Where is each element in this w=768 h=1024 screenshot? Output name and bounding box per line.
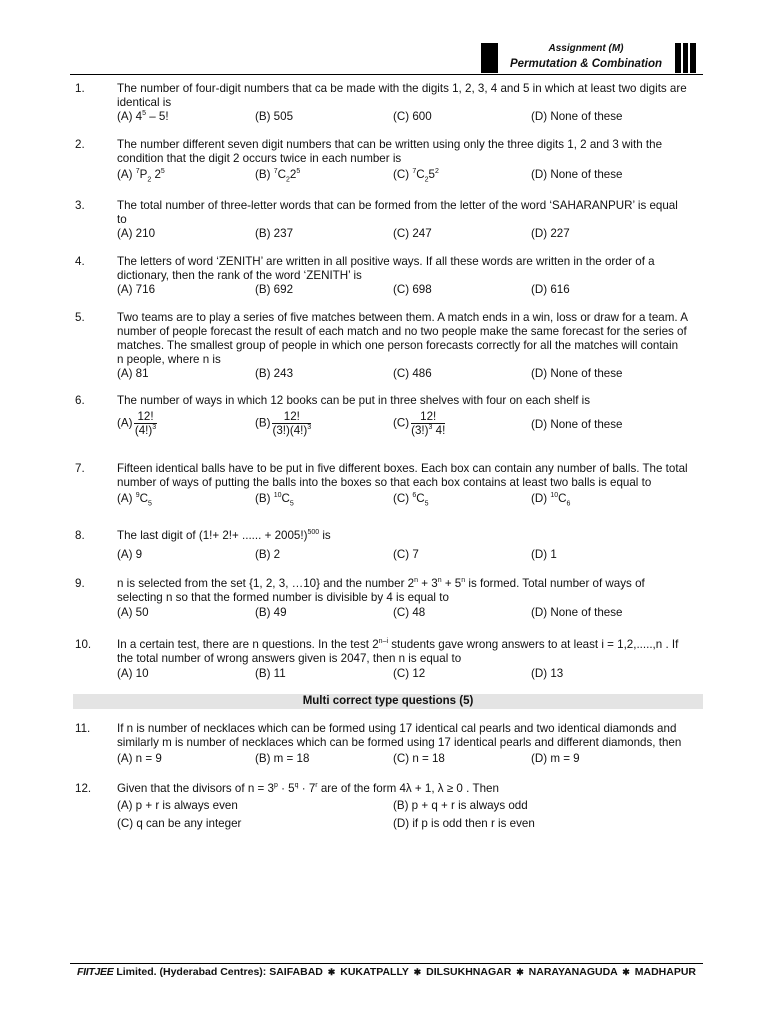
option-c: (C) $^7C_25^2$ xyxy=(393,168,439,184)
options-row-2 xyxy=(117,817,707,831)
question-text: Given that the divisors of $n = 3^p \cdot 5^q \cdot 7^r$ are of the form 4λ + 1, λ ≥ 0 . Then xyxy=(117,782,499,795)
option-a: (A) p + r is always even xyxy=(117,799,238,812)
question-text: The last digit of (1!+ 2!+ ...... + 2005!)$^{500}$ is xyxy=(117,529,331,542)
options xyxy=(117,283,707,297)
question-text: The total number of three-letter words that can be formed from the letter of the word ‘SAHARANPUR’ is equal to xyxy=(117,199,678,226)
options xyxy=(117,548,707,562)
centre-saifabad: SAIFABAD xyxy=(269,966,323,978)
centre-madhapur: MADHAPUR xyxy=(634,966,696,978)
option-d: (D) None of these xyxy=(531,110,623,123)
question-number: 12. xyxy=(75,782,92,795)
question-text: Two teams are to play a series of five matches between them. A match ends in a win, loss or draw for a team. A number of people forecast the result of each match and no two people make the same forecast for the series of matches. The smallest group of people in which one person forecasts correctly for all the matches will contain n people, where n is xyxy=(117,311,688,366)
option-d: (D) None of these xyxy=(531,418,623,431)
option-a: (A) 9 xyxy=(117,548,143,561)
option-c: (C) $^6C_5$ xyxy=(393,492,429,508)
question-number: 7. xyxy=(75,462,85,475)
option-b: (B) 243 xyxy=(255,367,294,380)
footer-rule xyxy=(70,963,703,964)
star-separator-icon: ✱ xyxy=(622,967,630,977)
option-d: (D) 13 xyxy=(531,667,564,680)
question-text: If n is number of necklaces which can be formed using 17 identical cal pearls and two identical diamonds and similarly m is number of necklaces which can be formed using 17 identical pearls and different diamonds, then xyxy=(117,722,682,749)
option-a: (A) $^9C_5$ xyxy=(117,492,152,508)
options xyxy=(117,667,707,681)
option-b: (B) 505 xyxy=(255,110,294,123)
question-number: 9. xyxy=(75,577,85,590)
star-separator-icon: ✱ xyxy=(327,967,336,977)
question-number: 1. xyxy=(75,82,85,95)
option-c: (C) 12 xyxy=(393,667,426,680)
option-a: (A) 81 xyxy=(117,367,149,380)
question-text: The number of four-digit numbers that ca be made with the digits 1, 2, 3, 4 and 5 in which at least two digits are identical is xyxy=(117,82,687,109)
option-c: (C) n = 18 xyxy=(393,752,445,765)
question-text: The number different seven digit numbers that can be written using only the three digits 1, 2 and 3 with the condition that the digit 2 occurs twice in each number is xyxy=(117,138,663,165)
option-c: (C) $\frac{12!}{(3!)^3 4!}$ xyxy=(393,410,446,437)
question-number: 10. xyxy=(75,638,92,651)
header-black-block-right xyxy=(675,43,696,73)
option-d: (D) None of these xyxy=(531,606,623,619)
question-number: 4. xyxy=(75,255,85,268)
options xyxy=(117,110,707,124)
options xyxy=(117,606,707,620)
option-d: (D) 616 xyxy=(531,283,570,296)
option-b: (B) $^7C_22^5$ xyxy=(255,168,301,184)
header-black-block-left xyxy=(481,43,498,73)
question-number: 6. xyxy=(75,394,85,407)
option-b: (B) p + q + r is always odd xyxy=(393,799,528,812)
section-heading: Multi correct type questions (5) xyxy=(73,694,703,709)
option-b: (B) 2 xyxy=(255,548,281,561)
option-b: (B) 237 xyxy=(255,227,294,240)
options xyxy=(117,227,707,241)
option-a: (A) $\frac{12!}{(4!)^3}$ xyxy=(117,410,157,437)
option-c: (C) 600 xyxy=(393,110,432,123)
star-separator-icon: ✱ xyxy=(413,967,422,977)
question-text: n is selected from the set {1, 2, 3, …10} and the number $2^n + 3^n + 5^n$ is formed. Total number of ways of selecting n so that the formed number is divisible by 4 is equal to xyxy=(117,577,645,604)
option-b: (B) $^{10}C_5$ xyxy=(255,492,294,508)
option-b: (B) m = 18 xyxy=(255,752,310,765)
question-number: 2. xyxy=(75,138,85,151)
options xyxy=(117,168,707,182)
centre-narayanaguda: NARAYANAGUDA xyxy=(528,966,618,978)
footer-text: Limited. (Hyderabad Centres): xyxy=(113,966,270,978)
assignment-title: Assignment (M) xyxy=(548,43,624,54)
option-a: (A) 210 xyxy=(117,227,156,240)
option-c: (C) 698 xyxy=(393,283,432,296)
option-b: (B) 49 xyxy=(255,606,287,619)
option-c: (C) 48 xyxy=(393,606,426,619)
option-a: (A) 716 xyxy=(117,283,156,296)
option-b: (B) $\frac{12!}{(3!)(4!)^3}$ xyxy=(255,410,312,437)
option-d: (D) None of these xyxy=(531,168,623,181)
question-number: 11. xyxy=(75,722,91,735)
question-number: 8. xyxy=(75,529,85,542)
options-row-1 xyxy=(117,799,707,813)
option-c: (C) 7 xyxy=(393,548,419,561)
option-d: (D) $^{10}C_6$ xyxy=(531,492,571,508)
footer xyxy=(70,966,703,979)
question-number: 3. xyxy=(75,199,85,212)
centre-dilsukhnagar: DILSUKHNAGAR xyxy=(426,966,512,978)
option-b: (B) 11 xyxy=(255,667,286,680)
question-number: 5. xyxy=(75,311,85,324)
option-d: (D) m = 9 xyxy=(531,752,580,765)
option-a: (A) 50 xyxy=(117,606,149,619)
question-text: The number of ways in which 12 books can be put in three shelves with four on each shelf is xyxy=(117,394,591,407)
option-a: (A) n = 9 xyxy=(117,752,162,765)
question-text: The letters of word ‘ZENITH’ are written in all positive ways. If all these words are written in the order of a dictionary, then the rank of the word ‘ZENITH’ is xyxy=(117,255,655,282)
options xyxy=(117,492,707,506)
option-c: (C) 247 xyxy=(393,227,432,240)
star-separator-icon: ✱ xyxy=(516,967,524,977)
option-a: (A) $^7P_2$ $2^5$ xyxy=(117,168,165,184)
option-c: (C) 486 xyxy=(393,367,432,380)
option-d: (D) None of these xyxy=(531,367,623,380)
question-text: Fifteen identical balls have to be put in five different boxes. Each box can contain any number of balls. The total number of ways of putting the balls into the boxes so that each box contains at least two balls is equal to xyxy=(117,462,688,489)
option-d: (D) 227 xyxy=(531,227,570,240)
fiitjee-logo: FIITJEE xyxy=(77,966,114,978)
options xyxy=(117,367,707,381)
question-text: In a certain test, there are n questions. In the test 2$^{n-i}$ students gave wrong answers to at least i = 1,2,.....,n . If the total number of wrong answers given is 2047, then n is equal to xyxy=(117,638,679,665)
option-d: (D) if p is odd then r is even xyxy=(393,817,535,830)
option-a: (A) $4^5 - 5$! xyxy=(117,110,169,123)
header-rule xyxy=(70,74,703,75)
options xyxy=(117,410,707,440)
option-b: (B) 692 xyxy=(255,283,294,296)
chapter-title: Permutation & Combination xyxy=(509,58,663,70)
option-c: (C) q can be any integer xyxy=(117,817,242,830)
option-a: (A) 10 xyxy=(117,667,149,680)
options xyxy=(117,752,707,766)
centre-kukatpally: KUKATPALLY xyxy=(340,966,409,978)
option-d: (D) 1 xyxy=(531,548,557,561)
